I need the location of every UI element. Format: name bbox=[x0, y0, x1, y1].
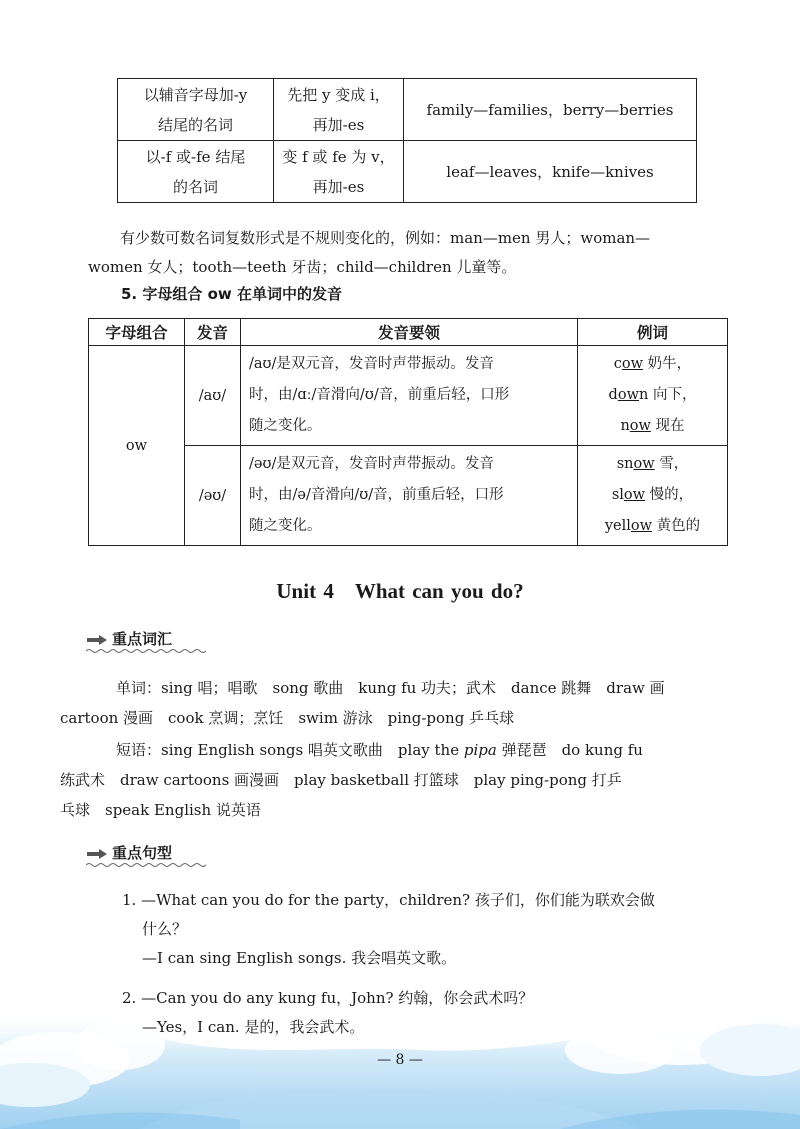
vocab-banner: 重点词汇 bbox=[86, 628, 172, 649]
header-cell: 发音 bbox=[185, 319, 241, 346]
example-word: yellow 黄色的 bbox=[604, 518, 701, 534]
section-5-title: 5. 字母组合 ow 在单词中的发音 bbox=[121, 285, 342, 303]
rule-cell: 变 f 或 fe 为 v， 再加-es bbox=[274, 141, 404, 203]
letter-combo-cell: ow bbox=[89, 346, 185, 546]
tip-cell: /əʊ/是双元音，发音时声带振动。发音 时，由/ə/音滑向/ʊ/音，前重后轻，口形 随之变化。 bbox=[241, 446, 578, 546]
table-row bbox=[89, 446, 728, 546]
example-words-cell bbox=[578, 446, 728, 546]
example-cell: leaf—leaves，knife—knives bbox=[404, 141, 697, 203]
header-cell: 字母组合 bbox=[89, 319, 185, 346]
header-cell: 发音要领 bbox=[241, 319, 578, 346]
table-row bbox=[118, 79, 697, 141]
sentence-banner: 重点句型 bbox=[86, 842, 172, 863]
table-row bbox=[118, 141, 697, 203]
pointing-hand-icon bbox=[86, 634, 108, 646]
table-row bbox=[89, 346, 728, 446]
sentence-item: 2. —Can you do any kung fu，John? 约翰，你会武术吗？ —Yes，I can. 是的，我会武术。 bbox=[122, 989, 534, 1036]
noun-type-cell: 以-f 或-fe 结尾 的名词 bbox=[118, 141, 274, 203]
phrases-list: 短语：sing English songs 唱英文歌曲 play the pipa 弹琵琶 do kung fu 练武术 draw cartoons 画漫画 play basketball 打篮球 play ping-pong 打乒 乓球 speak English 说英语 bbox=[60, 741, 643, 819]
wavy-underline-icon bbox=[86, 648, 206, 654]
noun-type-cell: 以辅音字母加-y 结尾的名词 bbox=[118, 79, 274, 141]
pointing-hand-icon bbox=[86, 848, 108, 860]
example-word: cow 奶牛， bbox=[613, 356, 692, 372]
item-number: 1. bbox=[122, 891, 137, 909]
words-list: 单词：sing 唱；唱歌 song 歌曲 kung fu 功夫；武术 dance 跳舞 draw 画 cartoon 漫画 cook 烹调；烹饪 swim 游泳 ping-pong 乒乓球 bbox=[60, 679, 665, 727]
example-cell: family—families，berry—berries bbox=[404, 79, 697, 141]
example-word: now 现在 bbox=[620, 418, 685, 434]
irregular-plural-note: 有少数可数名词复数形式是不规则变化的，例如：man—men 男人；woman— women 女人；tooth—teeth 牙齿；child—children 儿童等。 bbox=[88, 229, 651, 276]
example-words-cell bbox=[578, 346, 728, 446]
rule-cell: 先把 y 变成 i， 再加-es bbox=[274, 79, 404, 141]
header-cell: 例词 bbox=[578, 319, 728, 346]
wavy-underline-icon bbox=[86, 862, 206, 868]
tip-cell: /aʊ/是双元音，发音时声带振动。发音 时，由/ɑː/音滑向/ʊ/音，前重后轻，口形 随之变化。 bbox=[241, 346, 578, 446]
example-word: down 向下， bbox=[608, 387, 697, 403]
phonetic-cell: /əʊ/ bbox=[185, 446, 241, 546]
example-word: slow 慢的， bbox=[611, 487, 694, 503]
phonetic-cell: /aʊ/ bbox=[185, 346, 241, 446]
unit-title: Unit 4 What can you do? bbox=[276, 579, 524, 603]
item-number: 2. bbox=[122, 989, 137, 1007]
page-number: — 8 — bbox=[377, 1052, 423, 1068]
plural-rules-table bbox=[117, 78, 697, 203]
example-word: snow 雪， bbox=[616, 456, 689, 472]
table-header-row bbox=[89, 319, 728, 346]
ow-pronunciation-table bbox=[88, 318, 728, 546]
sentence-item: 1. —What can you do for the party，children? 孩子们，你们能为联欢会做 什么？ —I can sing English songs. 我会唱英文歌。 bbox=[122, 891, 655, 967]
